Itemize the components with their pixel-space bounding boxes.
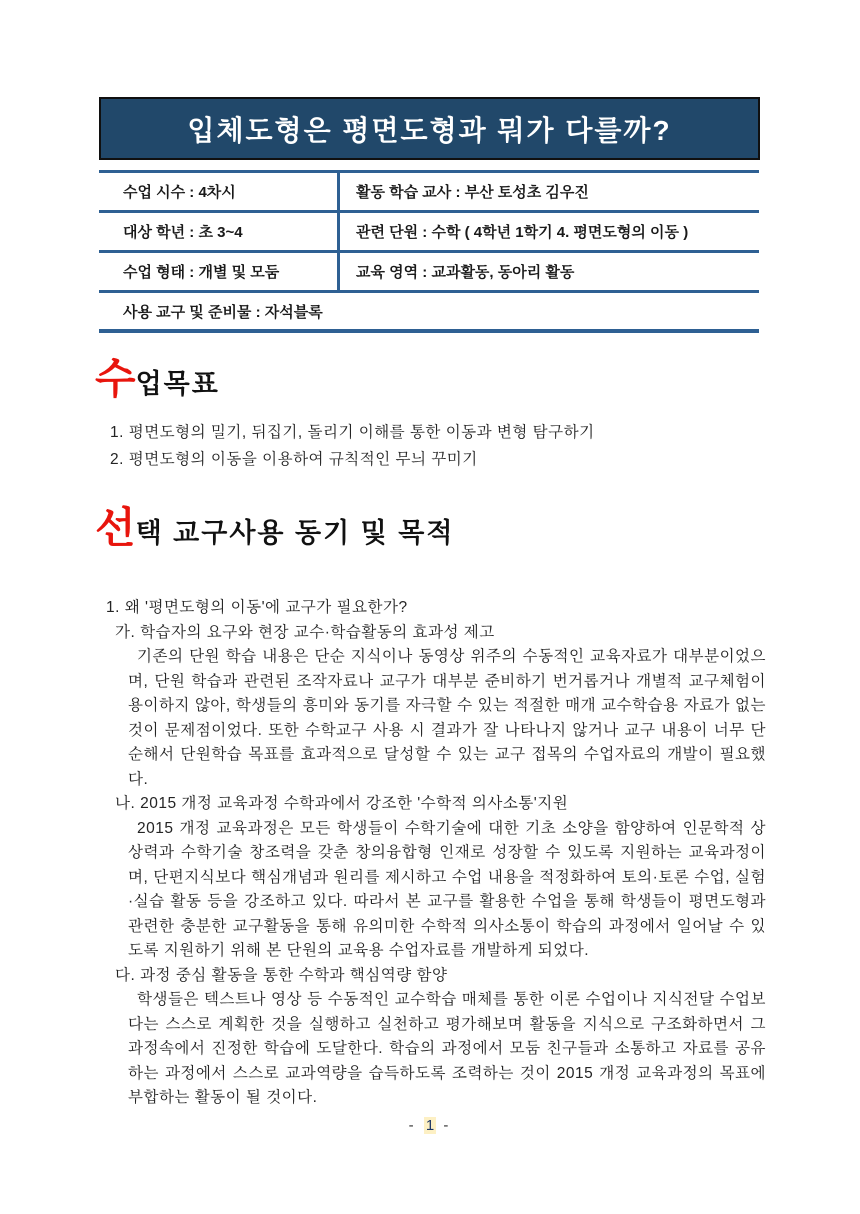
subsection-label-ga: 가. 학습자의 요구와 현장 교수·학습활동의 효과성 제고 (115, 623, 495, 641)
heading-initial-red: 선 (95, 504, 136, 551)
objective-item: 2. 평면도형의 이동을 이용하여 규칙적인 무늬 꾸미기 (110, 451, 478, 468)
table-row (99, 250, 759, 290)
question-line: 1. 왜 '평면도형의 이동'에 교구가 필요한가? (106, 599, 408, 616)
page-number (0, 1117, 860, 1134)
subsection-body-da: 학생들은 텍스트나 영상 등 수동적인 교수학습 매체를 통한 이론 수업이나 지식전달 수업보다는 스스로 계획한 것을 실행하고 실천하고 평가해보며 활동을 지식으로 구조화하면서 그 과정속에서 진정한 학습에 도달한다. 학습의 과정에서 모둠 친구들과 소통하고 자료를 공유하는 과정에서 스스로 교과역량을 습득하도록 조력하는 것이 2015 개정 교육과정의 목표에 부합하는 활동이 될 것이다. (128, 991, 766, 1106)
section-heading-motivation (95, 504, 455, 551)
subsection-label-da: 다. 과정 중심 활동을 통한 수학과 핵심역량 함양 (115, 966, 448, 984)
table-cell-target-grade: 대상 학년 : 초 3~4 (123, 224, 243, 241)
table-cell-materials: 사용 교구 및 준비물 : 자석블록 (99, 290, 759, 333)
section-body (106, 596, 768, 1111)
table-row (99, 210, 759, 250)
heading-rest: 업목표 (135, 369, 220, 399)
subsection-body-na: 2015 개정 교육과정은 모든 학생들이 수학기술에 대한 기초 소양을 함양하여 인문학적 상상력과 수학기술 창조력을 갖춘 창의융합형 인재로 성장할 수 있도록 지원하는 교육과정이며, 단편지식보다 핵심개념과 원리를 제시하고 수업 내용을 적정화하여 토의·토론 수업, 실험·실습 활동 등을 강조하고 있다. 따라서 본 교구를 활용한 수업을 통해 학생들이 평면도형과 관련한 충분한 교구활동을 통해 유의미한 수학적 의사소통이 학습의 과정에서 일어날 수 있도록 지원하기 위해 본 단원의 교육용 수업자료를 개발하게 되었다. (128, 819, 766, 959)
page-title: 입체도형은 평면도형과 뭐가 다를까? (187, 114, 672, 146)
page-number-dash: - (408, 1117, 417, 1134)
table-cell-lesson-type: 수업 형태 : 개별 및 모둠 (123, 264, 280, 281)
table-cell-edu-area: 교육 영역 : 교과활동, 동아리 활동 (337, 253, 759, 290)
table-cell-class-hours: 수업 시수 : 4차시 (123, 184, 236, 201)
table-cell-teacher: 활동 학습 교사 : 부산 토성초 김우진 (337, 173, 759, 210)
lesson-info-table (99, 170, 759, 333)
objective-item: 1. 평면도형의 밀기, 뒤집기, 돌리기 이해를 통한 이동과 변형 탐구하기 (110, 424, 595, 441)
page-number-value: 1 (425, 1117, 435, 1134)
subsection-label-na: 나. 2015 개정 교육과정 수학과에서 강조한 '수학적 의사소통'지원 (115, 795, 569, 812)
table-row (99, 170, 759, 210)
objectives-list (110, 419, 595, 473)
document-title-bar (99, 97, 760, 160)
subsection-body-ga: 기존의 단원 학습 내용은 단순 지식이나 동영상 위주의 수동적인 교육자료가 대부분이었으며, 단원 학습과 관련된 조작자료나 교구가 대부분 준비하기 번거롭거나 개별적 교구체험이 용이하지 않아, 학생들의 흥미와 동기를 자극할 수 있는 적절한 매개 교수학습용 자료가 없는 것이 문제점이었다. 또한 수학교구 사용 시 결과가 잘 나타나지 않거나 교구 내용이 너무 단순해서 단원학습 목표를 효과적으로 달성할 수 있는 교구 접목의 수업자료의 개발이 필요했다. (128, 648, 766, 788)
table-cell-related-unit: 관련 단원 : 수학 ( 4학년 1학기 4. 평면도형의 이동 ) (337, 213, 759, 250)
section-heading-objectives (95, 355, 220, 402)
page-number-dash: - (443, 1117, 452, 1134)
heading-initial-red: 수 (95, 355, 136, 402)
heading-rest: 택 교구사용 동기 및 목적 (135, 518, 455, 548)
